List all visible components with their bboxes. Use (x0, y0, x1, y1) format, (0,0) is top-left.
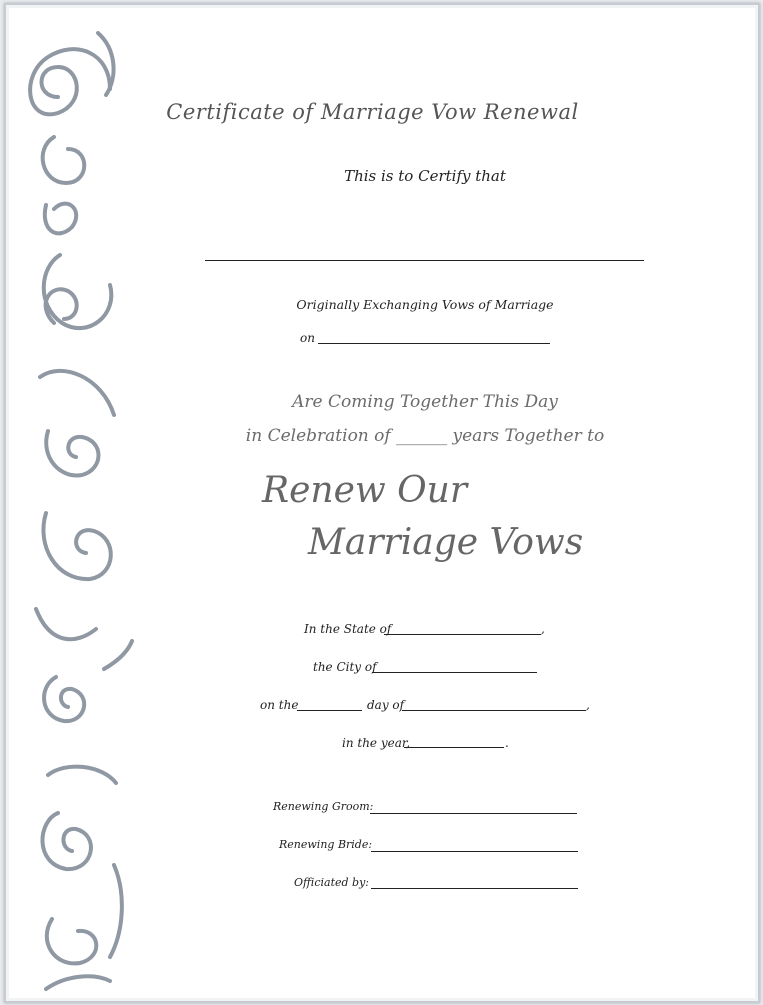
certificate-title: Certificate of Marriage Vow Renewal (166, 100, 579, 124)
year-line (404, 747, 504, 748)
groom-line (370, 813, 577, 814)
original-date-line (318, 343, 550, 344)
day-line (297, 710, 362, 711)
month-line (402, 710, 586, 711)
officiant-label: Officiated by: (294, 876, 369, 889)
groom-label: Renewing Groom: (273, 800, 374, 813)
state-label: In the State of (304, 622, 392, 636)
marriage-vows-heading: Marriage Vows (308, 522, 584, 563)
bride-label: Renewing Bride: (279, 838, 373, 851)
month-comma: , (586, 698, 590, 712)
on-label: on (300, 331, 315, 345)
coming-together-text: Are Coming Together This Day (292, 392, 558, 412)
year-period: . (505, 736, 509, 750)
renew-our-heading: Renew Our (262, 470, 468, 511)
couple-name-line (205, 260, 644, 261)
city-label: the City of (313, 660, 377, 674)
city-line (372, 672, 537, 673)
originally-exchanging-text: Originally Exchanging Vows of Marriage (296, 297, 554, 312)
bride-line (371, 851, 578, 852)
year-label: in the year, (342, 736, 411, 750)
celebration-text: in Celebration of ______ years Together to (245, 426, 605, 446)
state-comma: , (541, 622, 545, 636)
on-the-label: on the (260, 698, 299, 712)
state-line (384, 634, 541, 635)
certify-line: This is to Certify that (344, 167, 506, 185)
swirl-border-decoration (6, 5, 146, 1001)
officiant-line (371, 888, 578, 889)
day-of-label: day of (367, 698, 405, 712)
